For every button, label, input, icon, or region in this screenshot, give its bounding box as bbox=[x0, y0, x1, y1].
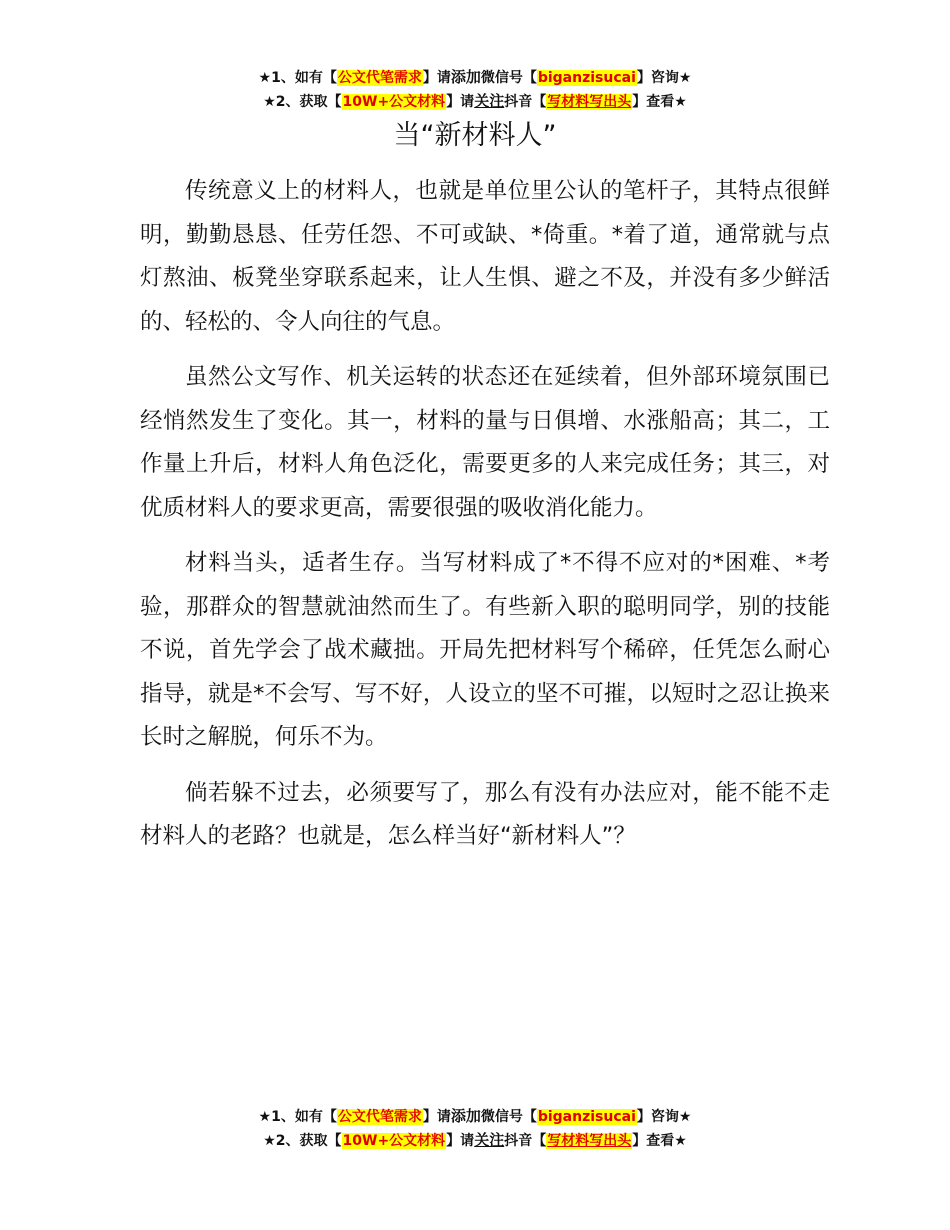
footer-banner bbox=[0, 1105, 950, 1153]
paragraph: 倘若躲不过去，必须要写了，那么有没有办法应对，能不能不走材料人的老路？也就是，怎么样当好“新材料人”？ bbox=[140, 779, 830, 849]
header-banner bbox=[0, 66, 950, 114]
paragraph: 虽然公文写作、机关运转的状态还在延续着，但外部环境氛围已经悄然发生了变化。其一，材料的量与日俱增、水涨船高；其二，工作量上升后，材料人角色泛化，需要更多的人来完成任务；其三，对优质材料人的要求更高，需要很强的吸收消化能力。 bbox=[140, 364, 830, 521]
header-banner-line1 bbox=[0, 66, 950, 90]
banner-text: 】查看★ bbox=[632, 94, 687, 110]
banner-text: ★1、如有【 bbox=[258, 70, 337, 86]
highlight-service: 公文代笔需求 bbox=[337, 1109, 422, 1125]
footer-banner-line2 bbox=[0, 1129, 950, 1153]
banner-text: 微信号【 bbox=[480, 1109, 537, 1125]
banner-text: 关注 bbox=[474, 92, 505, 110]
banner-text: 抖音【 bbox=[504, 1133, 547, 1149]
banner-text: 】查看★ bbox=[632, 1133, 687, 1149]
banner-text: 】请 bbox=[446, 1133, 475, 1149]
paragraph: 传统意义上的材料人，也就是单位里公认的笔杆子，其特点很鲜明，勤勤恳恳、任劳任怨、不可或缺、*倚重。*着了道，通常就与点灯熬油、板凳坐穿联系起来，让人生惧、避之不及，并没有多少鲜活的、轻松的、令人向往的气息。 bbox=[140, 178, 830, 335]
highlight-wechat-id: biganzisucai bbox=[537, 1109, 636, 1125]
banner-text: 添加 bbox=[450, 1107, 481, 1125]
banner-text: 】咨询★ bbox=[636, 1109, 692, 1125]
banner-text: 关注 bbox=[474, 1131, 505, 1149]
highlight-douyin: 写材料写出头 bbox=[547, 1133, 632, 1149]
document-body bbox=[140, 170, 830, 871]
banner-text: 】咨询★ bbox=[636, 70, 692, 86]
header-banner-line2 bbox=[0, 90, 950, 114]
highlight-service: 公文代笔需求 bbox=[337, 70, 422, 86]
banner-text: 抖音【 bbox=[504, 94, 547, 110]
paragraph: 材料当头，适者生存。当写材料成了*不得不应对的*困难、*考验，那群众的智慧就油然而生了。有些新入职的聪明同学，别的技能不说，首先学会了战术藏拙。开局先把材料写个稀碎，任凭怎么耐心指导，就是*不会写、写不好，人设立的坚不可摧，以短时之忍让换来长时之解脱，何乐不为。 bbox=[140, 550, 830, 750]
banner-text: ★2、获取【 bbox=[263, 94, 342, 110]
banner-text: 】请 bbox=[422, 1109, 451, 1125]
footer-banner-line1 bbox=[0, 1105, 950, 1129]
highlight-wechat-id: biganzisucai bbox=[537, 70, 636, 86]
banner-text: 添加 bbox=[450, 68, 481, 86]
banner-text: 】请 bbox=[422, 70, 451, 86]
banner-text: 】请 bbox=[446, 94, 475, 110]
highlight-materials: 10W+公文材料 bbox=[342, 1133, 446, 1149]
highlight-douyin: 写材料写出头 bbox=[547, 94, 632, 110]
highlight-materials: 10W+公文材料 bbox=[342, 94, 446, 110]
document-title: 当“新材料人” bbox=[393, 120, 557, 151]
banner-text: ★2、获取【 bbox=[263, 1133, 342, 1149]
banner-text: 微信号【 bbox=[480, 70, 537, 86]
banner-text: ★1、如有【 bbox=[258, 1109, 337, 1125]
